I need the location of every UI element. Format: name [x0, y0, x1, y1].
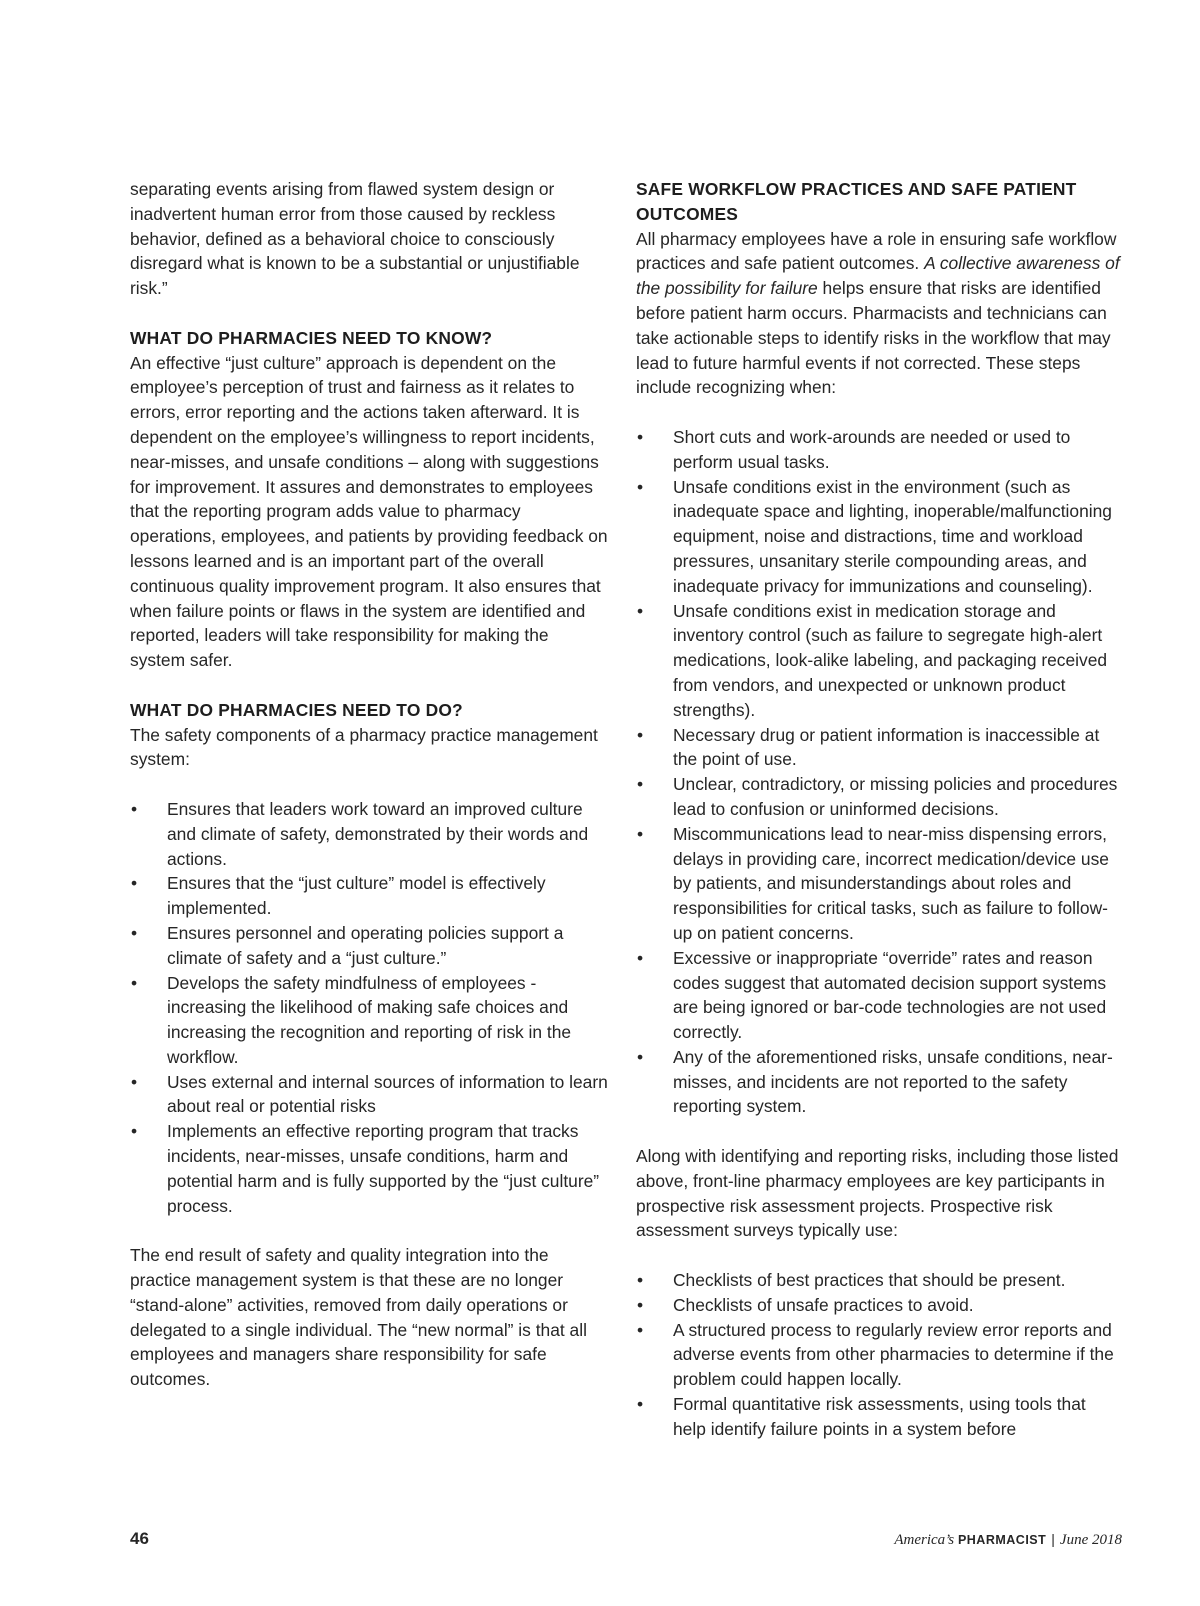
publication-info — [894, 1528, 1122, 1551]
list-item: • Develops the safety mindfulness of employees - increasing the likelihood of making safe choices and increasing the recognition and reporting of risk in the workflow. — [130, 971, 608, 1070]
intro-paragraph: separating events arising from flawed system design or inadvertent human error from those caused by reckless behavior, defined as a behavioral choice to consciously disregard what is known to be a substantial or unjustifiable risk.” — [130, 179, 580, 299]
heading-need-to-know: WHAT DO PHARMACIES NEED TO KNOW? — [130, 327, 493, 348]
list-item: • Excessive or inappropriate “override” rates and reason codes suggest that automated decision support systems are being ignored or bar-code technologies are not used correctly. — [636, 946, 1122, 1045]
safe-workflow-paragraph — [636, 227, 1122, 401]
list-item: • Uses external and internal sources of information to learn about real or potential risks — [130, 1070, 608, 1120]
magazine-name: PHARMACIST — [957, 1533, 1047, 1547]
list-item: • Short cuts and work-arounds are needed or used to perform usual tasks. — [636, 425, 1122, 475]
risk-assessment-list — [636, 1268, 1122, 1442]
intro-italic-text: A collective awareness of the possibility for failure — [636, 253, 1120, 299]
heading-need-to-do: WHAT DO PHARMACIES NEED TO DO? — [130, 699, 463, 720]
list-item: • Ensures that leaders work toward an improved culture and climate of safety, demonstrated by their words and actions. — [130, 797, 608, 871]
magazine-prefix: America’s — [894, 1532, 955, 1548]
list-item: • Unclear, contradictory, or missing policies and procedures lead to confusion or uninformed decisions. — [636, 772, 1122, 822]
list-item: • Checklists of best practices that should be present. — [636, 1268, 1122, 1293]
left-column — [130, 177, 608, 1392]
list-item: • Checklists of unsafe practices to avoid. — [636, 1293, 1122, 1318]
list-item: • Any of the aforementioned risks, unsafe conditions, near-misses, and incidents are not reported to the safety reporting system. — [636, 1045, 1122, 1119]
page-number: 46 — [130, 1529, 149, 1548]
list-item: • Ensures that the “just culture” model is effectively implemented. — [130, 871, 608, 921]
right-column — [636, 177, 1122, 1442]
list-item: • Necessary drug or patient information is inaccessible at the point of use. — [636, 723, 1122, 773]
list-item: • A structured process to regularly review error reports and adverse events from other pharmacies to determine if the problem could happen locally. — [636, 1318, 1122, 1392]
heading-safe-workflow: SAFE WORKFLOW PRACTICES AND SAFE PATIENT OUTCOMES — [636, 179, 1077, 224]
list-item: • Miscommunications lead to near-miss dispensing errors, delays in providing care, incorrect medication/device use by patients, and misunderstandings about roles and responsibilities for critical tasks, such as failure to follow-up on patient concerns. — [636, 822, 1122, 946]
need-to-do-intro: The safety components of a pharmacy practice management system: — [130, 724, 598, 770]
intro-text-continued: helps ensure that risks are identified before patient harm occurs. Pharmacists and technicians can take actionable steps to identify risks in the workflow that may lead to future harmful events if not corrected. These steps include recognizing when: — [636, 278, 1111, 398]
need-to-know-paragraph: An effective “just culture” approach is dependent on the employee’s perception of trust and fairness as it relates to errors, error reporting and the actions taken afterward. It is dependent on the employee’s willingness to report incidents, near-misses, and unsafe conditions – along with suggestions for improvement. It assures and demonstrates to employees that the reporting program adds value to pharmacy operations, employees, and patients by providing feedback on lessons learned and is an important part of the overall continuous quality improvement program. It also ensures that when failure points or flaws in the system are identified and reported, leaders will take responsibility for making the system safer. — [130, 352, 608, 671]
footer-separator: | — [1051, 1531, 1055, 1547]
closing-paragraph: The end result of safety and quality integration into the practice management system is that these are no longer “stand-alone” activities, removed from daily operations or delegated to a single individual. The “new normal” is that all employees and managers share responsibility for safe outcomes. — [130, 1245, 587, 1390]
safety-components-list — [130, 797, 608, 1219]
list-item: • Unsafe conditions exist in the environment (such as inadequate space and lighting, inoperable/malfunctioning equipment, noise and distractions, time and workload pressures, unsanitary sterile compounding areas, and inadequate privacy for immunizations and counseling). — [636, 475, 1122, 599]
intro-text: All pharmacy employees have a role in ensuring safe workflow practices and safe patient outcomes. — [636, 228, 1117, 274]
list-item: • Ensures personnel and operating policies support a climate of safety and a “just culture.” — [130, 921, 608, 971]
issue-date: June 2018 — [1059, 1532, 1122, 1548]
list-item: • Formal quantitative risk assessments, using tools that help identify failure points in a system before — [636, 1392, 1122, 1442]
list-item: • Implements an effective reporting program that tracks incidents, near-misses, unsafe conditions, harm and potential harm and is fully supported by the “just culture” process. — [130, 1119, 608, 1218]
page-footer — [130, 1528, 1122, 1552]
risk-recognition-list — [636, 425, 1122, 1119]
list-item: • Unsafe conditions exist in medication storage and inventory control (such as failure to segregate high-alert medications, look-alike labeling, and packaging received from vendors, and unexpected or unknown product strengths). — [636, 599, 1122, 723]
risk-assessment-paragraph: Along with identifying and reporting risks, including those listed above, front-line pharmacy employees are key participants in prospective risk assessment projects. Prospective risk assessment surveys typically use: — [636, 1146, 1119, 1241]
